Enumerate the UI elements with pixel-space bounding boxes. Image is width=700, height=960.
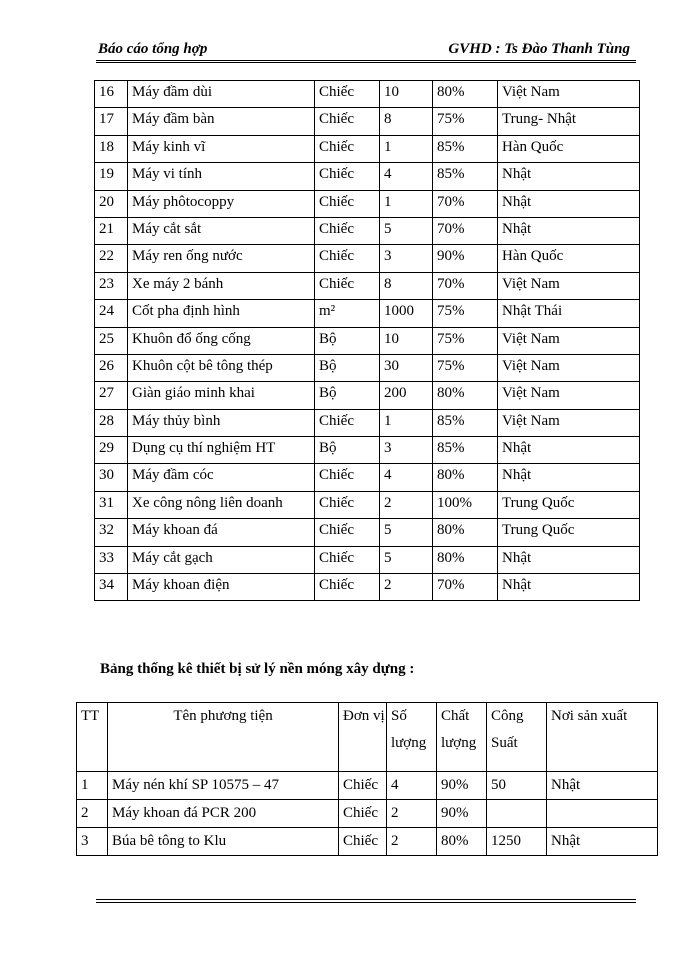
table-cell: Nhật Thái (498, 300, 640, 327)
table-cell: 1250 (487, 828, 547, 856)
table-cell: 85% (433, 163, 498, 190)
table-cell: Hàn Quốc (498, 135, 640, 162)
table-cell: 28 (95, 409, 128, 436)
column-header: Nơi sản xuất (547, 703, 658, 772)
table-header-row (77, 703, 658, 772)
table-cell: 3 (380, 245, 433, 272)
table-cell: Nhật (498, 190, 640, 217)
table-cell: 80% (433, 519, 498, 546)
table-row (77, 772, 658, 800)
table-cell: 2 (380, 574, 433, 601)
table-cell: Chiếc (315, 163, 380, 190)
table-row (95, 464, 640, 491)
table-cell: 26 (95, 354, 128, 381)
table-row (95, 519, 640, 546)
table-cell: 3 (77, 828, 108, 856)
table-cell: Búa bê tông to Klu (108, 828, 339, 856)
table-cell: 5 (380, 217, 433, 244)
table-cell: m² (315, 300, 380, 327)
equipment-table (94, 80, 640, 601)
table-cell: 4 (380, 464, 433, 491)
table-cell: Việt Nam (498, 382, 640, 409)
table-cell: Bộ (315, 382, 380, 409)
table-cell: Việt Nam (498, 409, 640, 436)
table-cell: 85% (433, 437, 498, 464)
table-cell: 75% (433, 300, 498, 327)
table-cell: Máy khoan đá PCR 200 (108, 800, 339, 828)
table-cell: 80% (437, 828, 487, 856)
table-cell: 8 (380, 272, 433, 299)
table-cell: 16 (95, 81, 128, 108)
table-cell: 70% (433, 190, 498, 217)
table-cell: 17 (95, 108, 128, 135)
table-cell: 4 (387, 772, 437, 800)
table-cell: Khuôn đổ ống cống (128, 327, 315, 354)
table-cell: Nhật (547, 772, 658, 800)
table-cell: Việt Nam (498, 354, 640, 381)
table-cell: 1 (380, 409, 433, 436)
table-cell: Chiếc (315, 245, 380, 272)
table-cell: Máy ren ống nước (128, 245, 315, 272)
column-header: Đơn vị (339, 703, 387, 772)
table-row (77, 800, 658, 828)
page-header (96, 40, 636, 61)
table-row (95, 546, 640, 573)
table-cell: 27 (95, 382, 128, 409)
table-cell: Chiếc (339, 772, 387, 800)
table-cell: 19 (95, 163, 128, 190)
table-cell: Máy cắt gạch (128, 546, 315, 573)
table-cell: Chiếc (339, 828, 387, 856)
table-cell: 75% (433, 327, 498, 354)
table-row (95, 382, 640, 409)
table-cell: Trung Quốc (498, 519, 640, 546)
table-row (95, 437, 640, 464)
table-cell: Dụng cụ thí nghiệm HT (128, 437, 315, 464)
table-cell: 20 (95, 190, 128, 217)
table-row (95, 354, 640, 381)
table-row (95, 108, 640, 135)
table-cell: 4 (380, 163, 433, 190)
table-cell: 10 (380, 81, 433, 108)
table-cell: Chiếc (339, 800, 387, 828)
table-cell: 3 (380, 437, 433, 464)
table-cell: Máy khoan điện (128, 574, 315, 601)
table-cell: Nhật (498, 546, 640, 573)
table-cell: Máy nén khí SP 10575 – 47 (108, 772, 339, 800)
table-cell: Chiếc (315, 108, 380, 135)
table-cell: 29 (95, 437, 128, 464)
table-cell: 80% (433, 464, 498, 491)
table-cell: Xe công nông liên doanh (128, 491, 315, 518)
table-cell: Việt Nam (498, 327, 640, 354)
table-cell: 1000 (380, 300, 433, 327)
column-header: TT (77, 703, 108, 772)
table-cell: Máy thủy bình (128, 409, 315, 436)
table-cell (487, 800, 547, 828)
header-rule (96, 62, 636, 63)
table-cell: Máy phôtocoppy (128, 190, 315, 217)
table-cell: 200 (380, 382, 433, 409)
table-cell: Máy khoan đá (128, 519, 315, 546)
table-cell: 33 (95, 546, 128, 573)
table-row (95, 409, 640, 436)
table-cell: 1 (380, 190, 433, 217)
table-cell: Chiếc (315, 409, 380, 436)
table-cell: Máy vi tính (128, 163, 315, 190)
table-cell: Máy kinh vĩ (128, 135, 315, 162)
table-cell: Nhật (498, 217, 640, 244)
table-cell: Giàn giáo minh khai (128, 382, 315, 409)
table-cell: Trung Quốc (498, 491, 640, 518)
table-row (95, 163, 640, 190)
table-row (77, 828, 658, 856)
equipment-table-body (95, 81, 640, 601)
table-cell: Chiếc (315, 491, 380, 518)
table-cell: 10 (380, 327, 433, 354)
table-cell: Bộ (315, 354, 380, 381)
table-cell: Nhật (498, 163, 640, 190)
column-header: Tên phương tiện (108, 703, 339, 772)
table-cell (547, 800, 658, 828)
table-cell: 85% (433, 135, 498, 162)
table-cell: Bộ (315, 327, 380, 354)
table-cell: Chiếc (315, 135, 380, 162)
table-cell: Chiếc (315, 190, 380, 217)
table-cell: 24 (95, 300, 128, 327)
table-cell: 23 (95, 272, 128, 299)
table-cell: 1 (380, 135, 433, 162)
column-header: Số lượng (387, 703, 437, 772)
table-cell: Nhật (498, 464, 640, 491)
table-cell: Khuôn cột bê tông thép (128, 354, 315, 381)
table-cell: 70% (433, 574, 498, 601)
table-cell: 70% (433, 217, 498, 244)
table-cell: 8 (380, 108, 433, 135)
table-cell: Trung- Nhật (498, 108, 640, 135)
table-cell: Việt Nam (498, 272, 640, 299)
table-cell: 21 (95, 217, 128, 244)
table-cell: 5 (380, 546, 433, 573)
table-cell: Máy đầm dùi (128, 81, 315, 108)
table-cell: 2 (387, 828, 437, 856)
table-cell: 75% (433, 354, 498, 381)
table-cell: 50 (487, 772, 547, 800)
table-cell: 31 (95, 491, 128, 518)
table-cell: Việt Nam (498, 81, 640, 108)
table-cell: 90% (433, 245, 498, 272)
table-row (95, 272, 640, 299)
table-cell: 30 (380, 354, 433, 381)
column-header: Công Suất (487, 703, 547, 772)
table-cell: Chiếc (315, 546, 380, 573)
table-cell: 100% (433, 491, 498, 518)
table-cell: Xe máy 2 bánh (128, 272, 315, 299)
table-row (95, 491, 640, 518)
table-cell: Chiếc (315, 272, 380, 299)
table-cell: Nhật (498, 437, 640, 464)
column-header: Chất lượng (437, 703, 487, 772)
table-cell: 70% (433, 272, 498, 299)
table-cell: 30 (95, 464, 128, 491)
table-cell: Máy đầm cóc (128, 464, 315, 491)
table-cell: Máy cắt sắt (128, 217, 315, 244)
table-row (95, 327, 640, 354)
table-cell: Chiếc (315, 217, 380, 244)
table-cell: 75% (433, 108, 498, 135)
table-cell: 85% (433, 409, 498, 436)
footer-rule-top (96, 899, 636, 900)
table-row (95, 217, 640, 244)
table-cell: 22 (95, 245, 128, 272)
table-cell: Hàn Quốc (498, 245, 640, 272)
table-cell: 18 (95, 135, 128, 162)
header-report-title: Báo cáo tổng hợp (98, 41, 208, 57)
table-cell: Nhật (547, 828, 658, 856)
section-title: Bảng thống kê thiết bị sử lý nền móng xây dựng : (100, 661, 415, 677)
table-row (95, 574, 640, 601)
table-cell: 5 (380, 519, 433, 546)
table-cell: Chiếc (315, 519, 380, 546)
table-cell: 2 (380, 491, 433, 518)
table-row (95, 245, 640, 272)
footer-rule-bottom (96, 902, 636, 903)
table-cell: Chiếc (315, 574, 380, 601)
table-cell: 32 (95, 519, 128, 546)
foundation-table-body (77, 703, 658, 856)
table-cell: 34 (95, 574, 128, 601)
table-row (95, 300, 640, 327)
table-cell: 80% (433, 546, 498, 573)
table-row (95, 81, 640, 108)
table-cell: 80% (433, 382, 498, 409)
table-cell: Nhật (498, 574, 640, 601)
table-cell: 25 (95, 327, 128, 354)
table-cell: 90% (437, 772, 487, 800)
foundation-equipment-table (76, 702, 658, 856)
table-row (95, 190, 640, 217)
table-row (95, 135, 640, 162)
table-cell: Chiếc (315, 81, 380, 108)
table-cell: 1 (77, 772, 108, 800)
table-cell: 90% (437, 800, 487, 828)
table-cell: Cốt pha định hình (128, 300, 315, 327)
table-cell: Máy đầm bàn (128, 108, 315, 135)
table-cell: Bộ (315, 437, 380, 464)
table-cell: 2 (387, 800, 437, 828)
table-cell: 80% (433, 81, 498, 108)
table-cell: Chiếc (315, 464, 380, 491)
header-supervisor: GVHD : Ts Đào Thanh Tùng (448, 41, 630, 57)
table-cell: 2 (77, 800, 108, 828)
